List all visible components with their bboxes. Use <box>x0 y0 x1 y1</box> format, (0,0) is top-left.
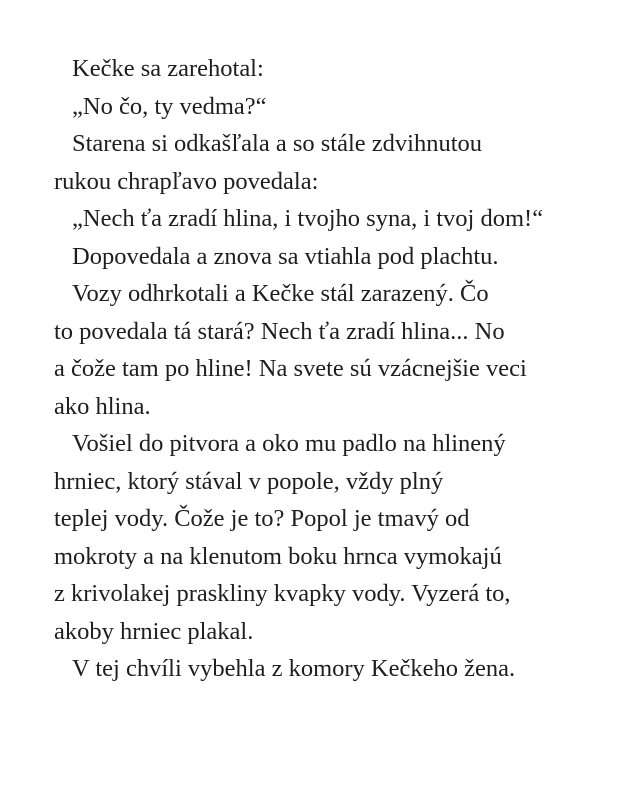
text-line: rukou chrapľavo povedala: <box>54 167 319 195</box>
body-text <box>54 50 594 688</box>
text-line: Vozy odhrkotali a Kečke stál zarazený. Čo <box>72 280 489 307</box>
text-line: Dopovedala a znova sa vtiahla pod plachtu. <box>72 242 499 270</box>
text-line: Starena si odkašľala a so stále zdvihnutou <box>72 130 483 157</box>
text-line: Vošiel do pitvora a oko mu padlo na hlinený <box>72 430 506 457</box>
text-line: V tej chvíli vybehla z komory Kečkeho žena. <box>72 655 516 682</box>
text-line: „No čo, ty vedma?“ <box>72 92 267 120</box>
text-line: akoby hrniec plakal. <box>54 617 254 645</box>
text-line: „Nech ťa zradí hlina, i tvojho syna, i tvoj dom!“ <box>72 205 544 232</box>
text-line: Kečke sa zarehotal: <box>72 55 264 82</box>
text-line: to povedala tá stará? Nech ťa zradí hlina... No <box>54 317 505 345</box>
text-line: a čože tam po hline! Na svete sú vzácnejšie veci <box>54 355 527 382</box>
text-line: ako hlina. <box>54 392 151 420</box>
text-line: z krivolakej praskliny kvapky vody. Vyzerá to, <box>54 580 511 607</box>
text-line: mokroty a na klenutom boku hrnca vymokajú <box>54 542 502 570</box>
text-line: teplej vody. Čože je to? Popol je tmavý od <box>54 505 470 532</box>
text-line: hrniec, ktorý stával v popole, vždy plný <box>54 467 444 495</box>
